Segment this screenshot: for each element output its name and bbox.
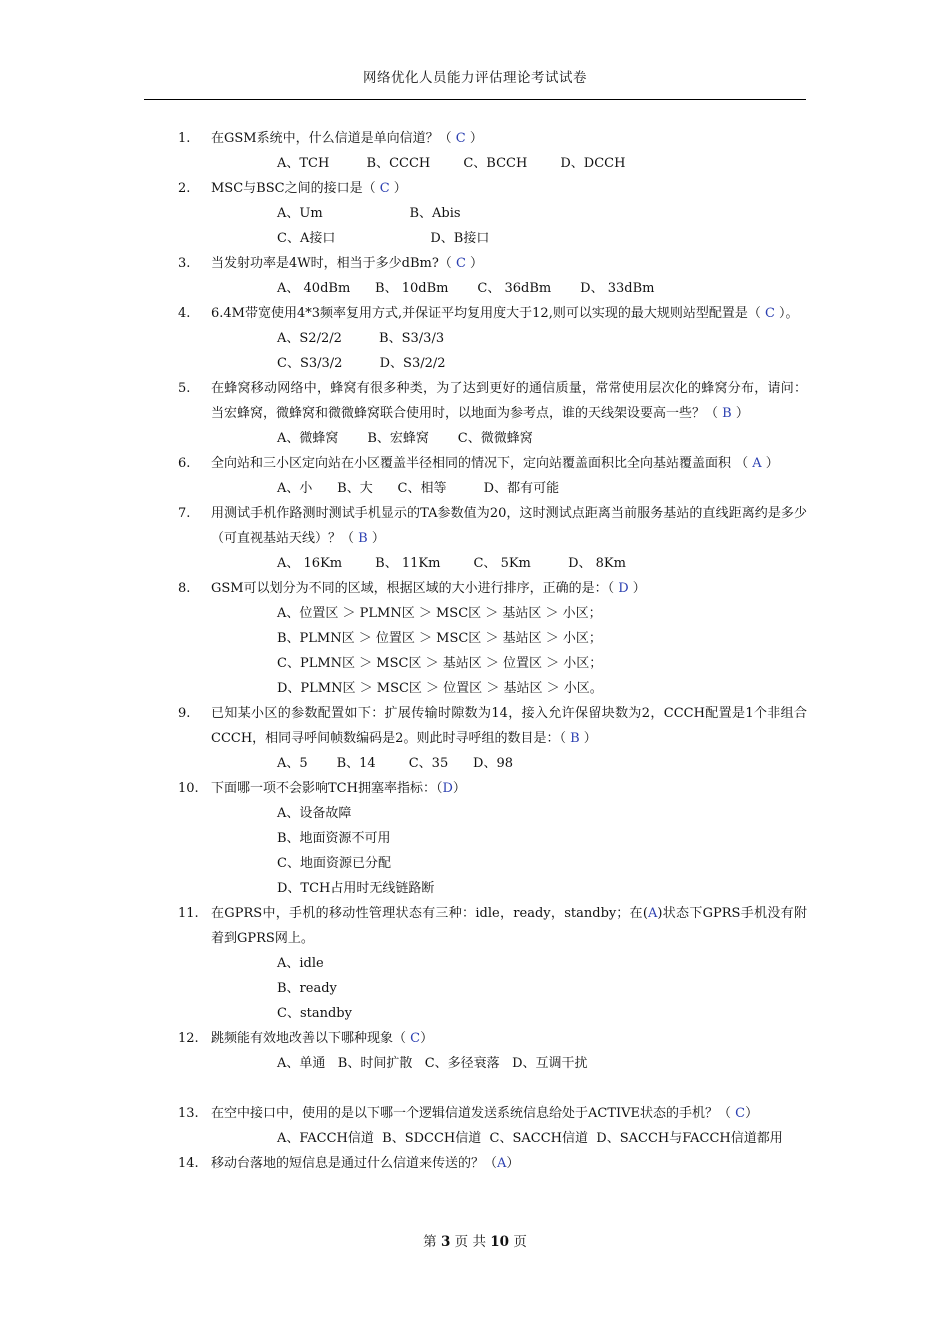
question-number: 8.	[178, 581, 191, 596]
question-item	[0, 701, 950, 776]
header-divider	[144, 99, 806, 100]
answer-options: C、地面资源已分配	[277, 856, 391, 871]
question-number: 10.	[178, 781, 199, 796]
question-text	[211, 1026, 807, 1051]
question-text	[211, 1101, 807, 1126]
question-text	[211, 776, 807, 801]
question-stem-end: ）	[761, 456, 779, 471]
answer-options: A、Um B、Abis	[277, 206, 461, 221]
answer-options: C、standby	[277, 1006, 352, 1021]
footer-suffix: 页	[513, 1234, 527, 1250]
question-item	[0, 376, 950, 451]
question-text	[211, 576, 807, 601]
question-stem: 用测试手机作路测时测试手机显示的TA参数值为20，这时测试点距离当前服务基站的直线距离约是多少（可直视基站天线）？（	[211, 506, 807, 546]
answer-letter: A	[752, 456, 762, 471]
page-footer	[0, 1230, 950, 1250]
question-item	[0, 1101, 950, 1151]
question-stem: 跳频能有效地改善以下哪种现象（	[211, 1031, 411, 1046]
answer-options: A、 40dBm B、 10dBm C、 36dBm D、 33dBm	[277, 281, 655, 296]
answer-letter: C	[455, 256, 466, 271]
answer-options: A、 16Km B、 11Km C、 5Km D、 8Km	[277, 556, 626, 571]
question-stem: 6.4M带宽使用4*3频率复用方式,并保证平均复用度大于12,则可以实现的最大规则站型配置是（	[211, 306, 765, 321]
answer-letter: C	[379, 181, 390, 196]
question-stem-end: ）	[420, 1031, 434, 1046]
question-item	[0, 1026, 950, 1076]
question-stem-end: ）。	[774, 306, 799, 321]
question-number: 2.	[178, 181, 191, 196]
question-number: 4.	[178, 306, 191, 321]
question-text	[211, 176, 807, 201]
question-item	[0, 576, 950, 701]
question-stem: 在GPRS中，手机的移动性管理状态有三种：idle，ready，standby；在(	[211, 906, 648, 921]
page-header-title: 网络优化人员能力评估理论考试试卷	[363, 70, 587, 86]
answer-options: A、小 B、大 C、相等 D、都有可能	[277, 481, 560, 496]
answer-letter: C	[455, 131, 466, 146]
answer-letter: D	[442, 781, 453, 796]
footer-page-number: 3	[440, 1234, 451, 1250]
question-item	[0, 776, 950, 901]
answer-options: A、S2/2/2 B、S3/3/3	[277, 331, 445, 346]
question-stem: 移动台落地的短信息是通过什么信道来传送的？（	[211, 1156, 498, 1171]
question-text	[211, 251, 807, 276]
question-stem: 下面哪一项不会影响TCH拥塞率指标：（	[211, 781, 443, 796]
question-stem-end: ）	[745, 1106, 759, 1121]
question-item	[0, 1151, 950, 1176]
answer-letter: B	[722, 406, 732, 421]
question-stem-end: ）	[628, 581, 646, 596]
answer-options: A、TCH B、CCCH C、BCCH D、DCCH	[277, 156, 626, 171]
question-text	[211, 501, 807, 551]
question-text	[211, 901, 807, 951]
answer-letter: C	[764, 306, 775, 321]
question-number: 12.	[178, 1031, 199, 1046]
question-number: 3.	[178, 256, 191, 271]
question-stem-end: ）	[367, 531, 385, 546]
answer-options: A、设备故障	[277, 806, 352, 821]
question-list	[0, 126, 950, 1176]
question-text	[211, 126, 807, 151]
question-stem: 在GSM系统中，什么信道是单向信道？（	[211, 131, 456, 146]
question-number: 5.	[178, 381, 191, 396]
question-stem-end: ）	[506, 1156, 520, 1171]
answer-options: B、ready	[277, 981, 337, 996]
answer-options: A、位置区 ＞ PLMN区 ＞ MSC区 ＞ 基站区 ＞ 小区；	[277, 606, 602, 621]
question-text	[211, 376, 807, 426]
answer-letter: B	[358, 531, 368, 546]
answer-options: D、PLMN区 ＞ MSC区 ＞ 位置区 ＞ 基站区 ＞ 小区。	[277, 681, 603, 696]
answer-letter: B	[570, 731, 580, 746]
question-number: 6.	[178, 456, 191, 471]
answer-options: C、PLMN区 ＞ MSC区 ＞ 基站区 ＞ 位置区 ＞ 小区；	[277, 656, 603, 671]
footer-total-pages: 10	[490, 1234, 510, 1250]
footer-prefix: 第	[423, 1234, 437, 1250]
footer-middle: 页 共	[454, 1234, 486, 1250]
question-number: 7.	[178, 506, 191, 521]
answer-letter: D	[618, 581, 629, 596]
question-stem: 当发射功率是4W时，相当于多少dBm?（	[211, 256, 456, 271]
question-stem-end: ）	[731, 406, 749, 421]
question-stem: 已知某小区的参数配置如下：扩展传输时隙数为14，接入允许保留块数为2，CCCH配置是1个非组合CCCH，相同寻呼间帧数编码是2。则此时寻呼组的数目是：（	[211, 706, 807, 746]
question-stem: 在蜂窝移动网络中，蜂窝有很多种类，为了达到更好的通信质量，常常使用层次化的蜂窝分布，请问：当宏蜂窝，微蜂窝和微微蜂窝联合使用时，以地面为参考点，谁的天线架设要高一些？（	[211, 381, 807, 421]
answer-letter: C	[735, 1106, 746, 1121]
question-number: 13.	[178, 1106, 199, 1121]
question-item	[0, 501, 950, 576]
question-stem-end: ）	[579, 731, 597, 746]
question-item	[0, 251, 950, 301]
question-stem: 在空中接口中，使用的是以下哪一个逻辑信道发送系统信息给处于ACTIVE状态的手机？（	[211, 1106, 736, 1121]
question-item	[0, 451, 950, 501]
answer-options: A、5 B、14 C、35 D、98	[277, 756, 513, 771]
question-number: 1.	[178, 131, 191, 146]
question-stem-end: )状态下GPRS手机没有附着到GPRS网上。	[211, 906, 807, 946]
question-stem-end: ）	[465, 256, 484, 271]
question-number: 11.	[178, 906, 199, 921]
blank-line	[0, 1076, 950, 1101]
question-text	[211, 1151, 807, 1176]
answer-options: C、A接口 D、B接口	[277, 231, 490, 246]
question-item	[0, 126, 950, 176]
answer-options: B、PLMN区 ＞ 位置区 ＞ MSC区 ＞ 基站区 ＞ 小区；	[277, 631, 602, 646]
question-text	[211, 451, 807, 476]
answer-options: B、地面资源不可用	[277, 831, 391, 846]
answer-letter: C	[410, 1031, 421, 1046]
question-stem-end: ）	[465, 131, 483, 146]
question-text	[211, 701, 807, 751]
answer-options: C、S3/3/2 D、S3/2/2	[277, 356, 446, 371]
answer-letter: A	[647, 906, 658, 921]
answer-options: A、微蜂窝 B、宏蜂窝 C、微微蜂窝	[277, 431, 533, 446]
question-stem: MSC与BSC之间的接口是（	[211, 181, 380, 196]
answer-options: A、FACCH信道 B、SDCCH信道 C、SACCH信道 D、SACCH与FACCH信道都用	[277, 1131, 783, 1146]
question-stem: GSM可以划分为不同的区域，根据区域的大小进行排序，正确的是：（	[211, 581, 619, 596]
question-item	[0, 301, 950, 376]
question-stem-end: ）	[389, 181, 407, 196]
question-number: 14.	[178, 1156, 199, 1171]
answer-letter: A	[497, 1156, 507, 1171]
answer-options: D、TCH占用时无线链路断	[277, 881, 435, 896]
question-stem: 全向站和三小区定向站在小区覆盖半径相同的情况下，定向站覆盖面积比全向基站覆盖面积 （	[211, 456, 753, 471]
question-stem-end: ）	[452, 781, 466, 796]
question-text	[211, 301, 807, 326]
question-item	[0, 176, 950, 251]
answer-options: A、单通 B、时间扩散 C、多径衰落 D、互调干扰	[277, 1056, 588, 1071]
question-number: 9.	[178, 706, 191, 721]
answer-options: A、idle	[277, 956, 324, 971]
question-item	[0, 901, 950, 1026]
